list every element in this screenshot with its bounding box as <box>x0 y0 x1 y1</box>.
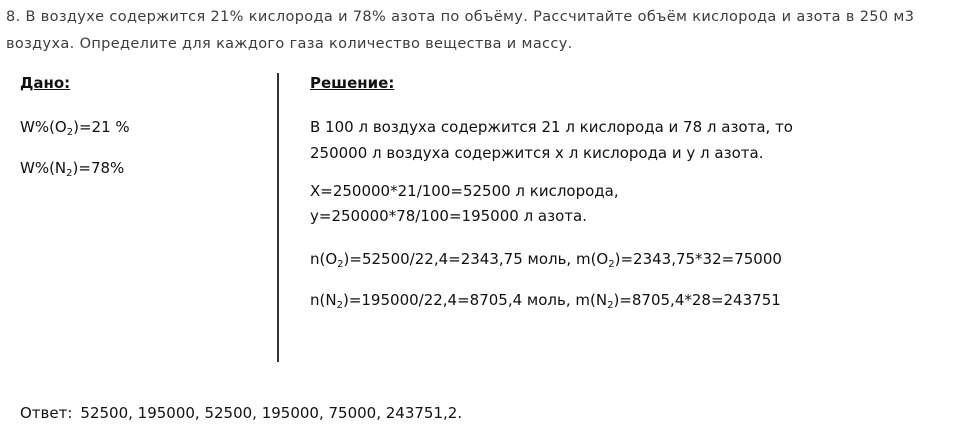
given-oxygen-prefix: W%(O <box>20 118 67 136</box>
solution-line-5 <box>310 250 782 268</box>
given-oxygen-subscript: 2 <box>66 127 74 138</box>
section-divider <box>277 73 279 362</box>
oxygen-moles-calc: )=52500/22,4=2343,75 моль, m(O <box>343 250 609 268</box>
given-nitrogen-prefix: W%(N <box>20 159 67 177</box>
given-nitrogen-fraction <box>20 159 124 177</box>
oxygen-mass-subscript: 2 <box>608 259 615 270</box>
given-heading: Дано: <box>20 74 71 92</box>
oxygen-moles-subscript: 2 <box>337 259 344 270</box>
oxygen-mass-calc: )=2343,75*32=75000 <box>614 250 782 268</box>
solution-line-6 <box>310 291 781 309</box>
solution-heading: Решение: <box>310 74 395 92</box>
solution-line-4: у=250000*78/100=195000 л азота. <box>310 207 587 225</box>
given-oxygen-suffix: )=21 % <box>73 118 130 136</box>
solution-line-3: Х=250000*21/100=52500 л кислорода, <box>310 182 619 200</box>
given-oxygen-fraction <box>20 118 130 136</box>
answer-value: 52500, 195000, 52500, 195000, 75000, 243751,2. <box>80 404 463 422</box>
answer-label: Ответ: <box>20 404 73 422</box>
nitrogen-moles-prefix: n(N <box>310 291 337 309</box>
given-nitrogen-suffix: )=78% <box>72 159 125 177</box>
nitrogen-mass-calc: )=8705,4*28=243751 <box>613 291 781 309</box>
problem-statement: 8. В воздухе содержится 21% кислорода и 78% азота по объёму. Рассчитайте объём кислорода и азота в 250 м3 воздуха. Определите для каждого газа количество вещества и массу. <box>6 9 915 52</box>
solution-line-2: 250000 л воздуха содержится х л кислорода и у л азота. <box>310 144 764 162</box>
nitrogen-mass-subscript: 2 <box>607 300 614 311</box>
nitrogen-moles-subscript: 2 <box>336 300 343 311</box>
solution-line-1: В 100 л воздуха содержится 21 л кислорода и 78 л азота, то <box>310 118 793 136</box>
answer-line <box>20 404 462 422</box>
oxygen-moles-prefix: n(O <box>310 250 338 268</box>
nitrogen-moles-calc: )=195000/22,4=8705,4 моль, m(N <box>342 291 608 309</box>
given-nitrogen-subscript: 2 <box>66 168 73 179</box>
